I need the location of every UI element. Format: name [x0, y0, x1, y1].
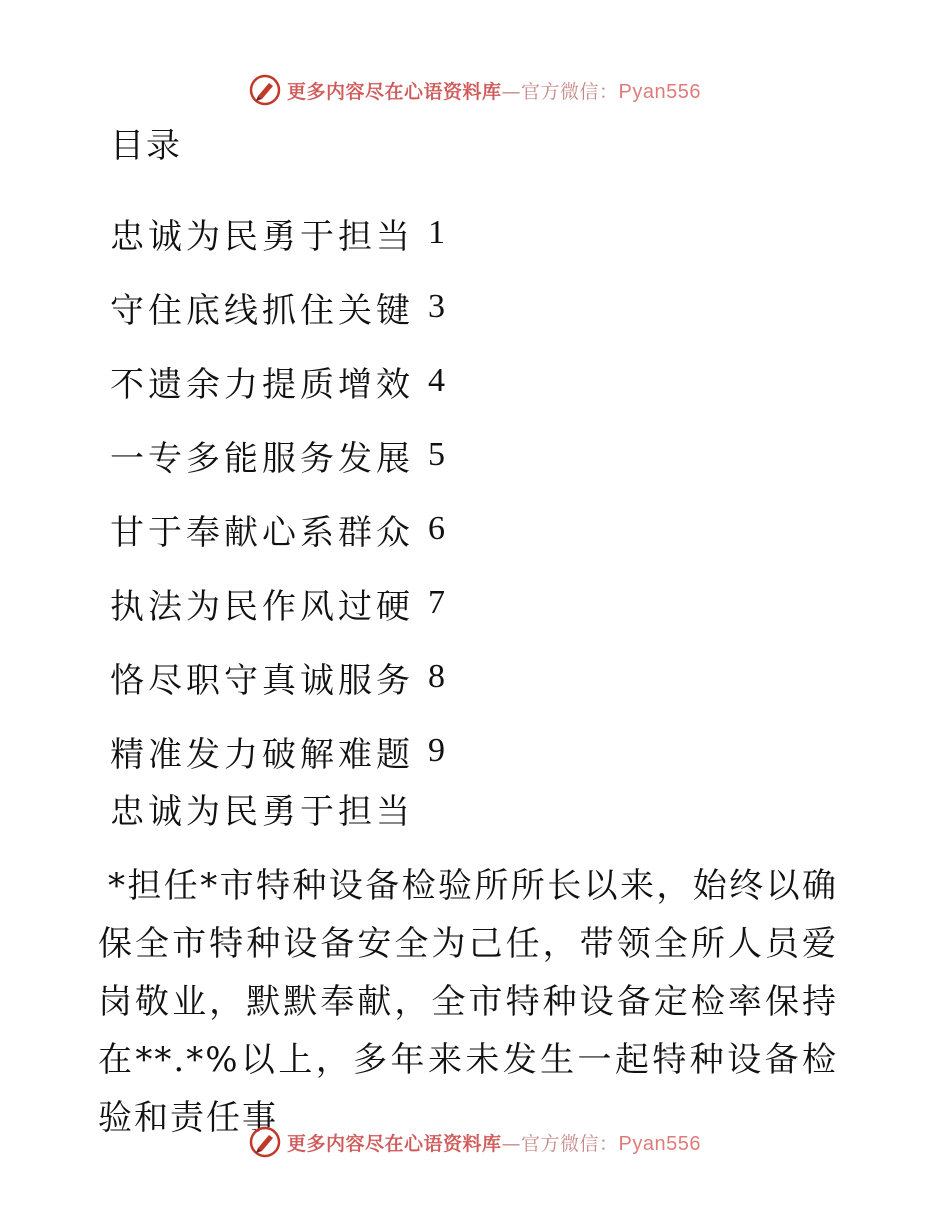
watermark-official: 官方微信：	[521, 1132, 619, 1155]
toc-item-page: 9	[428, 732, 445, 769]
toc-item[interactable]	[110, 714, 445, 788]
header-watermark	[0, 70, 950, 110]
watermark-official: 官方微信：	[521, 80, 619, 103]
toc-item-label: 恪尽职守真诚服务	[110, 660, 414, 701]
pen-logo-icon	[249, 74, 281, 106]
watermark-separator: —	[501, 1132, 522, 1155]
toc-item-label: 不遗余力提质增效	[110, 364, 414, 405]
toc-item[interactable]	[110, 566, 445, 640]
watermark-wechat-id: Pyan556	[618, 80, 701, 103]
watermark-text	[287, 77, 701, 104]
body-paragraph: *担任*市特种设备检验所所长以来，始终以确保全市特种设备安全为己任，带领全所人员爱岗敬业，默默奉献，全市特种设备定检率保持在**.*%以上，多年来未发生一起特种设备检验和责任事	[98, 866, 838, 1138]
toc-item[interactable]	[110, 270, 445, 344]
toc-item-page: 8	[428, 658, 445, 695]
footer-watermark	[0, 1122, 950, 1162]
toc-item-page: 1	[428, 214, 445, 251]
toc-item-label: 执法为民作风过硬	[110, 586, 414, 627]
watermark-main: 更多内容尽在心语资料库	[287, 80, 502, 103]
toc-item-page: 3	[428, 288, 445, 325]
toc-item[interactable]	[110, 196, 445, 270]
toc-item[interactable]	[110, 344, 445, 418]
toc-item[interactable]	[110, 418, 445, 492]
toc-item-page: 5	[428, 436, 445, 473]
pen-logo-icon	[249, 1126, 281, 1158]
toc-item[interactable]	[110, 492, 445, 566]
watermark-text	[287, 1129, 701, 1156]
toc-item-label: 守住底线抓住关键	[110, 290, 414, 331]
toc-title: 目录	[110, 126, 182, 166]
watermark-main: 更多内容尽在心语资料库	[287, 1132, 502, 1155]
toc-item-label: 精准发力破解难题	[110, 734, 414, 775]
toc-list	[110, 196, 445, 788]
toc-item-label: 忠诚为民勇于担当	[110, 216, 414, 257]
toc-item-label: 甘于奉献心系群众	[110, 512, 414, 553]
section-title: 忠诚为民勇于担当	[110, 792, 414, 832]
watermark-separator: —	[501, 80, 522, 103]
toc-item-page: 7	[428, 584, 445, 621]
toc-item[interactable]	[110, 640, 445, 714]
toc-item-page: 6	[428, 510, 445, 547]
watermark-wechat-id: Pyan556	[618, 1132, 701, 1155]
toc-item-page: 4	[428, 362, 445, 399]
toc-item-label: 一专多能服务发展	[110, 438, 414, 479]
